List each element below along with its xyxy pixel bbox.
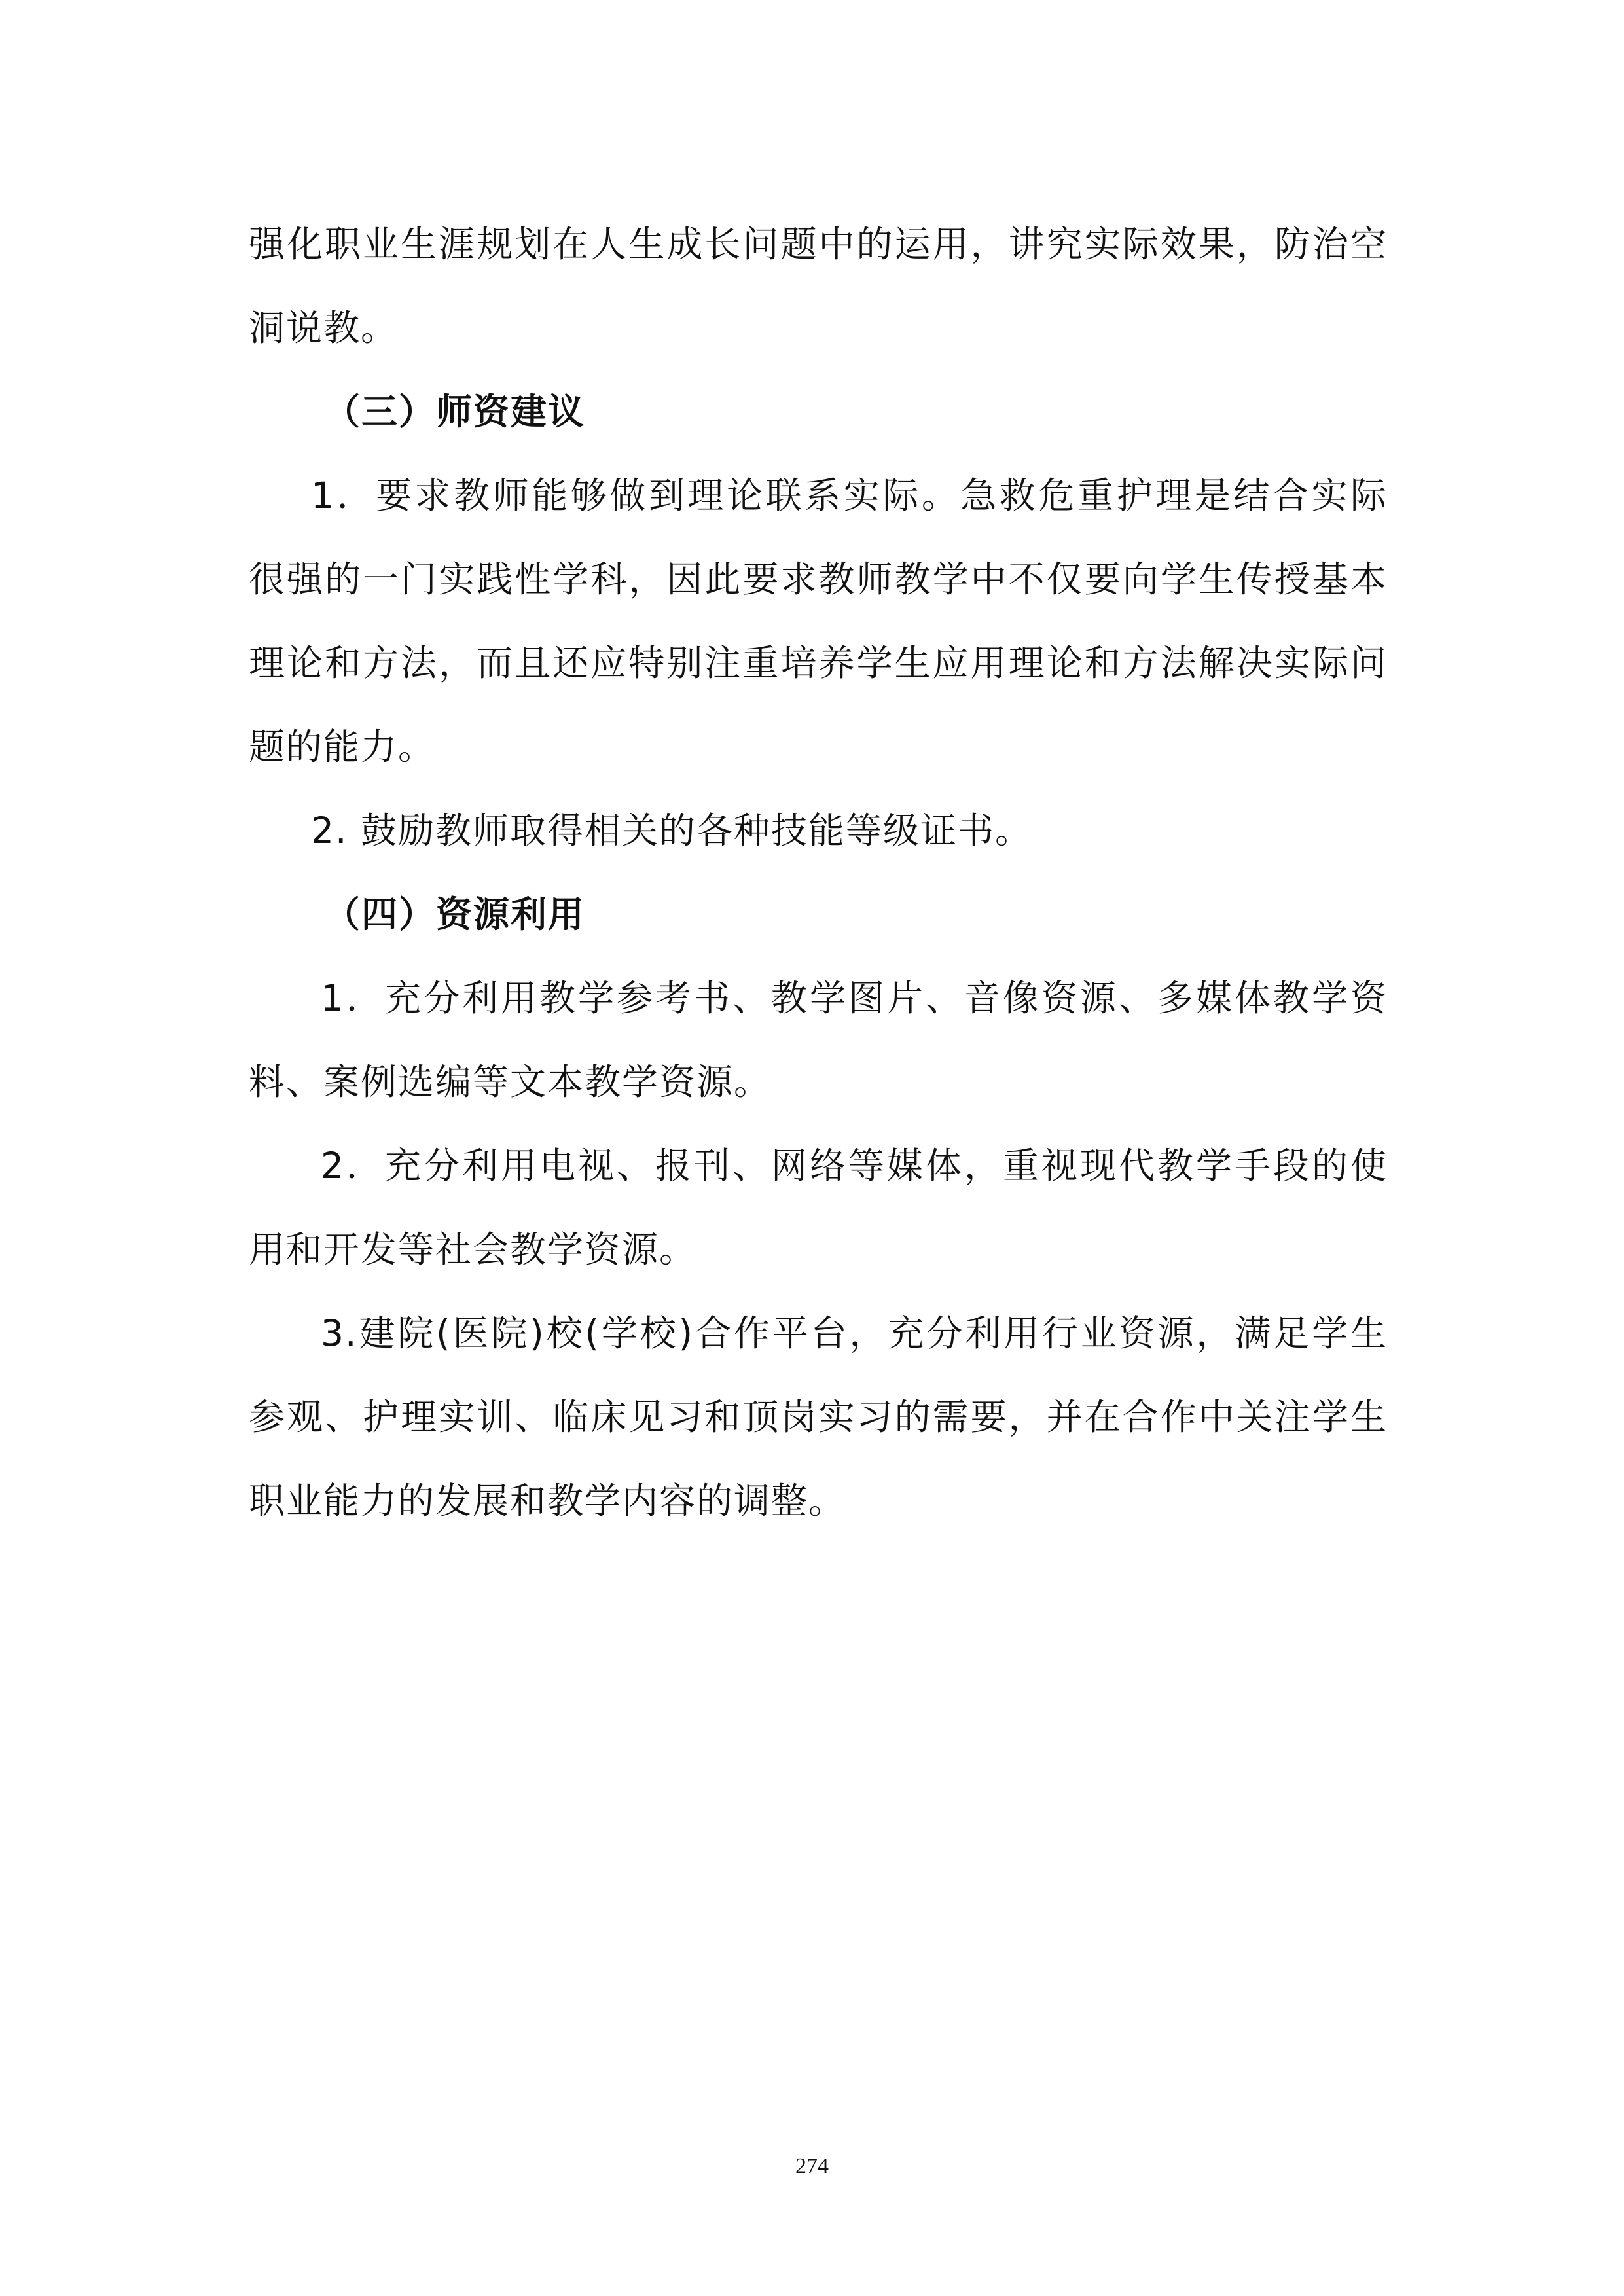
page-number: 274	[795, 2154, 829, 2178]
paragraph-line: 题的能力。	[249, 726, 436, 768]
paragraph-line: 很强的一门实践性学科，因此要求教师教学中不仅要向学生传授基本	[249, 558, 1388, 600]
paragraph-line: 2. 鼓励教师取得相关的各种技能等级证书。	[311, 810, 1032, 852]
paragraph-line: 用和开发等社会教学资源。	[249, 1229, 697, 1270]
paragraph-line: 参观、护理实训、临床见习和顶岗实习的需要，并在合作中关注学生	[249, 1396, 1388, 1438]
section-heading-resources: （四）资源利用	[324, 893, 586, 935]
paragraph-line: 1．充分利用教学参考书、教学图片、音像资源、多媒体教学资	[321, 977, 1388, 1019]
section-heading-teachers: （三）师资建议	[324, 391, 586, 433]
paragraph-line: 料、案例选编等文本教学资源。	[249, 1061, 772, 1103]
paragraph-line: 职业能力的发展和教学内容的调整。	[249, 1480, 846, 1522]
paragraph-line: 洞说教。	[249, 307, 399, 349]
paragraph-line: 理论和方法，而且还应特别注重培养学生应用理论和方法解决实际问	[249, 642, 1388, 684]
paragraph-line: 1．要求教师能够做到理论联系实际。急救危重护理是结合实际	[311, 475, 1388, 516]
paragraph-line: 3.建院(医院)校(学校)合作平台，充分利用行业资源，满足学生	[321, 1312, 1388, 1354]
paragraph-line: 强化职业生涯规划在人生成长问题中的运用，讲究实际效果，防治空	[249, 223, 1388, 265]
paragraph-line: 2．充分利用电视、报刊、网络等媒体，重视现代教学手段的使	[321, 1145, 1388, 1187]
